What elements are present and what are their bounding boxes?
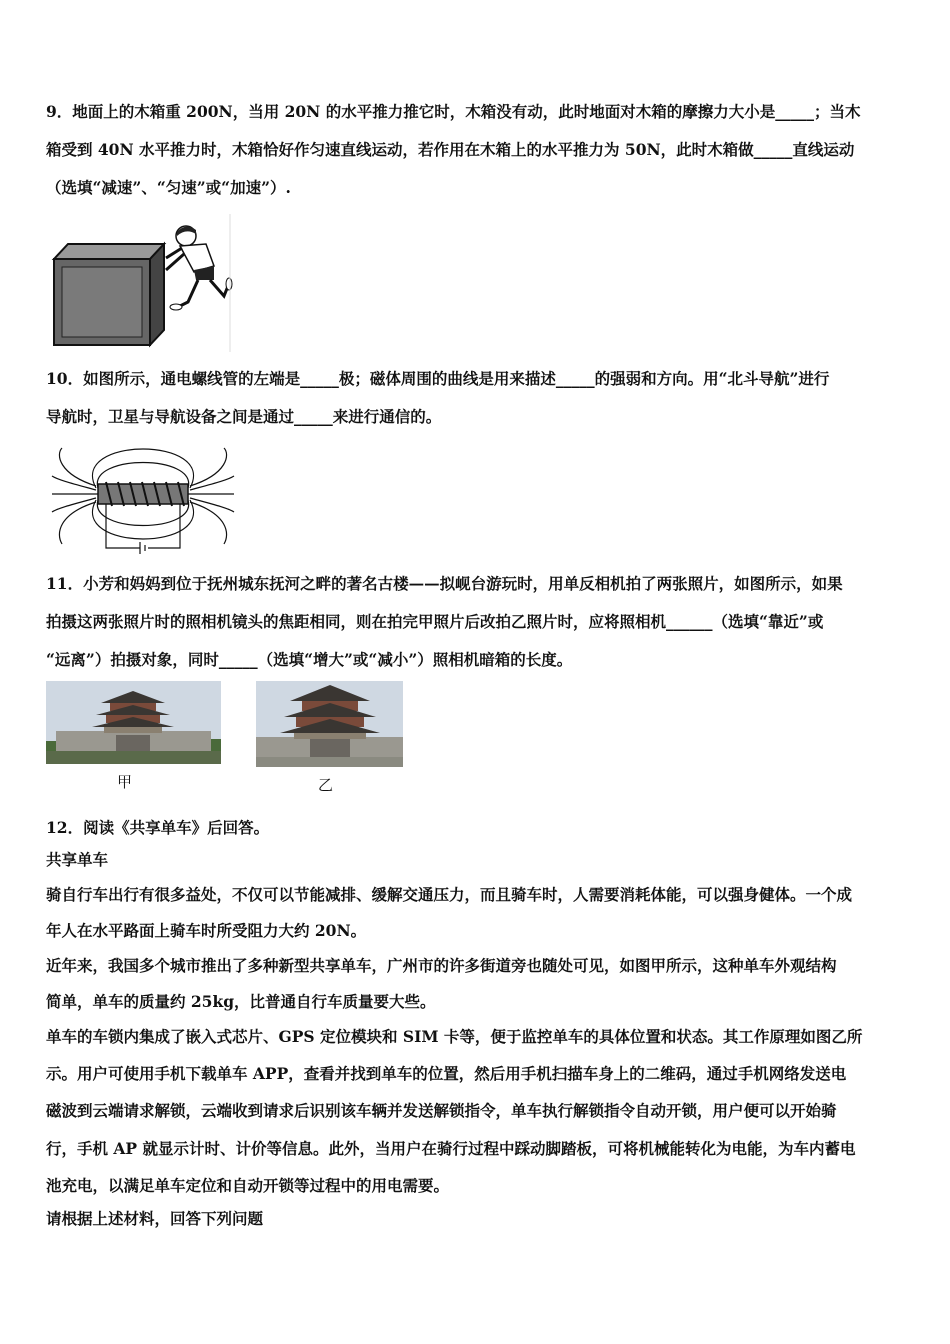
q12-p3-line-2: 示。用户可使用手机下载单车 APP，查看并找到单车的位置，然后用手机扫描车身上的二维码，通过手机网络发送电 (46, 1064, 847, 1083)
field-line (190, 498, 234, 512)
field-line (190, 476, 234, 490)
q11-line-3: “远离”）拍摄对象，同时_____（选填“增大”或“减小”）照相机暗箱的长度。 (46, 650, 573, 669)
box-side (150, 244, 164, 345)
q12-p1-line-2: 年人在水平路面上骑车时所受阻力大约 20N。 (46, 921, 367, 940)
q12-p3-line-4: 行，手机 AP 就显示计时、计价等信息。此外，当用户在骑行过程中踩动脚踏板，可将机械能转化为电能，为车内蓄电 (46, 1139, 856, 1158)
q9-line-2: 箱受到 40N 水平推力时，木箱恰好作匀速直线运动，若作用在木箱上的水平推力为 50N，此时木箱做_____直线运动 (46, 140, 855, 159)
q12-title: 12．阅读《共享单车》后回答。 (46, 818, 270, 837)
circuit-wire (106, 504, 180, 554)
field-line (52, 498, 96, 512)
photo-b-tower (256, 681, 403, 767)
q11-line-1: 11．小芳和妈妈到位于抚州城东抚河之畔的著名古楼——拟岘台游玩时，用单反相机拍了两张照片，如图所示，如果 (46, 574, 843, 593)
q9-line-3: （选填“减速”、“匀速”或“加速”）. (46, 178, 291, 197)
q12-p2-line-2: 简单，单车的质量约 25kg，比普通自行车质量要大些。 (46, 992, 436, 1011)
field-line (52, 476, 96, 490)
field-line (59, 502, 96, 544)
field-line (92, 500, 193, 539)
q12-subtitle: 共享单车 (46, 850, 109, 869)
box-push-figure (46, 214, 236, 352)
q11-line-2: 拍摄这两张照片时的照相机镜头的焦距相同，则在拍完甲照片后改拍乙照片时，应将照相机______（选填“靠近”或 (46, 612, 824, 631)
q10-line-2: 导航时，卫星与导航设备之间是通过_____来进行通信的。 (46, 407, 442, 426)
q12-closing: 请根据上述材料，回答下列问题 (46, 1209, 264, 1228)
q12-p3-line-3: 磁波到云端请求解锁，云端收到请求后识别该车辆并发送解锁指令，单车执行解锁指令自动开锁，用户便可以开始骑 (46, 1101, 837, 1120)
box-top (54, 244, 164, 259)
q12-p3-line-1: 单车的车锁内集成了嵌入式芯片、GPS 定位模块和 SIM 卡等，便于监控单车的具体位置和状态。其工作原理如图乙所 (46, 1027, 863, 1046)
q12-p1-line-1: 骑自行车出行有很多益处，不仅可以节能减排、缓解交通压力，而且骑车时，人需要消耗体能，可以强身健体。一个成 (46, 885, 853, 904)
photo-a-caption: 甲 (117, 773, 133, 791)
q10-line-1: 10．如图所示，通电螺线管的左端是_____极；磁体周围的曲线是用来描述_____的强弱和方向。用“北斗导航”进行 (46, 369, 830, 388)
field-line (59, 448, 96, 486)
field-line (190, 448, 227, 486)
q12-p2-line-1: 近年来，我国多个城市推出了多种新型共享单车，广州市的许多街道旁也随处可见，如图甲所示，这种单车外观结构 (46, 956, 837, 975)
photo-a-tower (46, 681, 221, 764)
q9-line-1: 9．地面上的木箱重 200N，当用 20N 的水平推力推它时，木箱没有动，此时地面对木箱的摩擦力大小是_____；当木 (46, 102, 861, 121)
solenoid-field-figure (48, 444, 238, 556)
q12-p3-line-5: 池充电，以满足单车定位和自动开锁等过程中的用电需要。 (46, 1176, 450, 1195)
field-line (190, 502, 227, 544)
photo-b-caption: 乙 (318, 776, 334, 794)
